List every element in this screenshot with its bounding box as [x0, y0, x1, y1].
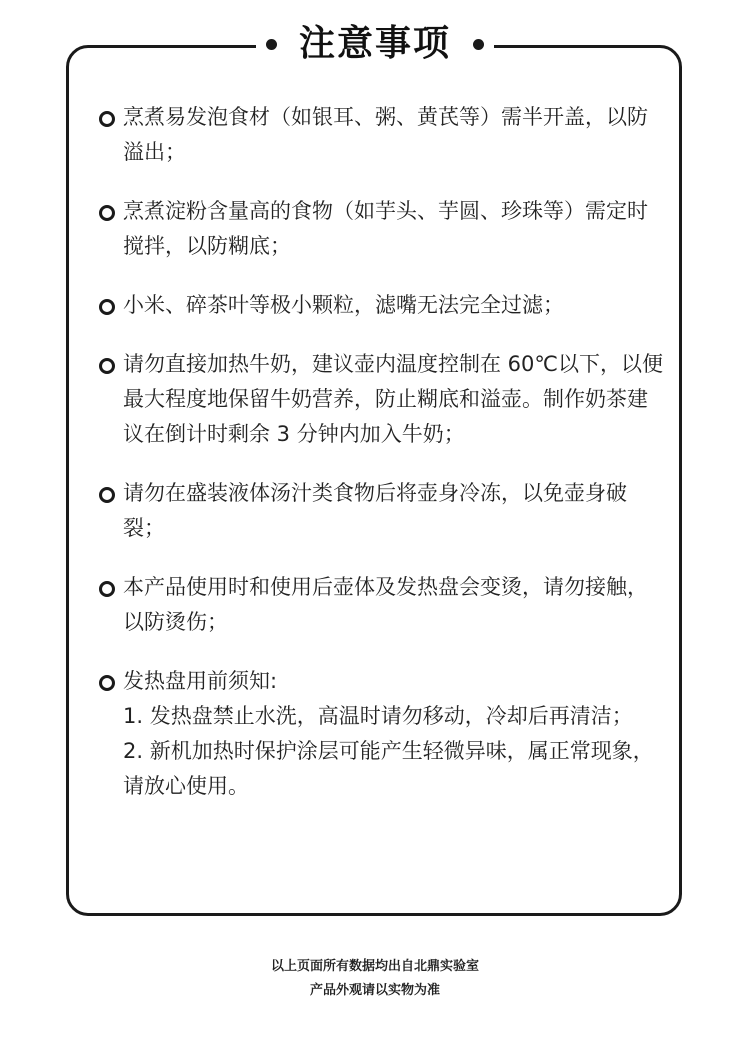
sub-note-1: 1. 发热盘禁止水洗，高温时请勿移动，冷却后再清洁；: [123, 704, 633, 728]
list-item: [96, 288, 666, 323]
title-block: [256, 18, 494, 70]
list-item-heading: 发热盘用前须知:: [123, 669, 278, 693]
sub-note-2: 2. 新机加热时保护涂层可能产生轻微异味，属正常现象，请放心使用。: [123, 739, 654, 798]
list-item-text: 烹煮淀粉含量高的食物（如芋头、芋圆、珍珠等）需定时搅拌，以防糊底；: [123, 199, 648, 258]
list-item: [96, 476, 666, 546]
list-item-text: 烹煮易发泡食材（如银耳、粥、黄芪等）需半开盖，以防溢出；: [123, 105, 648, 164]
footer-disclaimer-1: 以上页面所有数据均出自北鼎实验室: [270, 959, 479, 974]
ring-bullet-icon: [99, 675, 115, 691]
list-item: [96, 194, 666, 264]
ring-bullet-icon: [99, 299, 115, 315]
list-item-text: 请勿直接加热牛奶，建议壶内温度控制在 60℃以下，以便最大程度地保留牛奶营养，防止糊底和溢壶。制作奶茶建议在倒计时剩余 3 分钟内加入牛奶；: [123, 352, 663, 446]
list-item-text: 请勿在盛装液体汤汁类食物后将壶身冷冻，以免壶身破裂；: [123, 481, 627, 540]
notice-list: [96, 100, 666, 828]
ring-bullet-icon: [99, 487, 115, 503]
footer: [0, 955, 750, 1003]
right-dot-icon: [473, 39, 484, 50]
footer-disclaimer-2: 产品外观请以实物为准: [309, 983, 440, 998]
list-item: [96, 100, 666, 170]
title-row: [0, 18, 750, 70]
list-item: [96, 347, 666, 452]
list-item: [96, 570, 666, 640]
ring-bullet-icon: [99, 358, 115, 374]
list-item-heater-notes: [96, 664, 666, 804]
ring-bullet-icon: [99, 111, 115, 127]
list-item-text: 本产品使用时和使用后壶体及发热盘会变烫，请勿接触，以防烫伤；: [123, 575, 648, 634]
list-item-text: 小米、碎茶叶等极小颗粒，滤嘴无法完全过滤；: [123, 293, 564, 317]
left-dot-icon: [266, 39, 277, 50]
ring-bullet-icon: [99, 581, 115, 597]
page-title: 注意事项: [298, 23, 451, 64]
ring-bullet-icon: [99, 205, 115, 221]
